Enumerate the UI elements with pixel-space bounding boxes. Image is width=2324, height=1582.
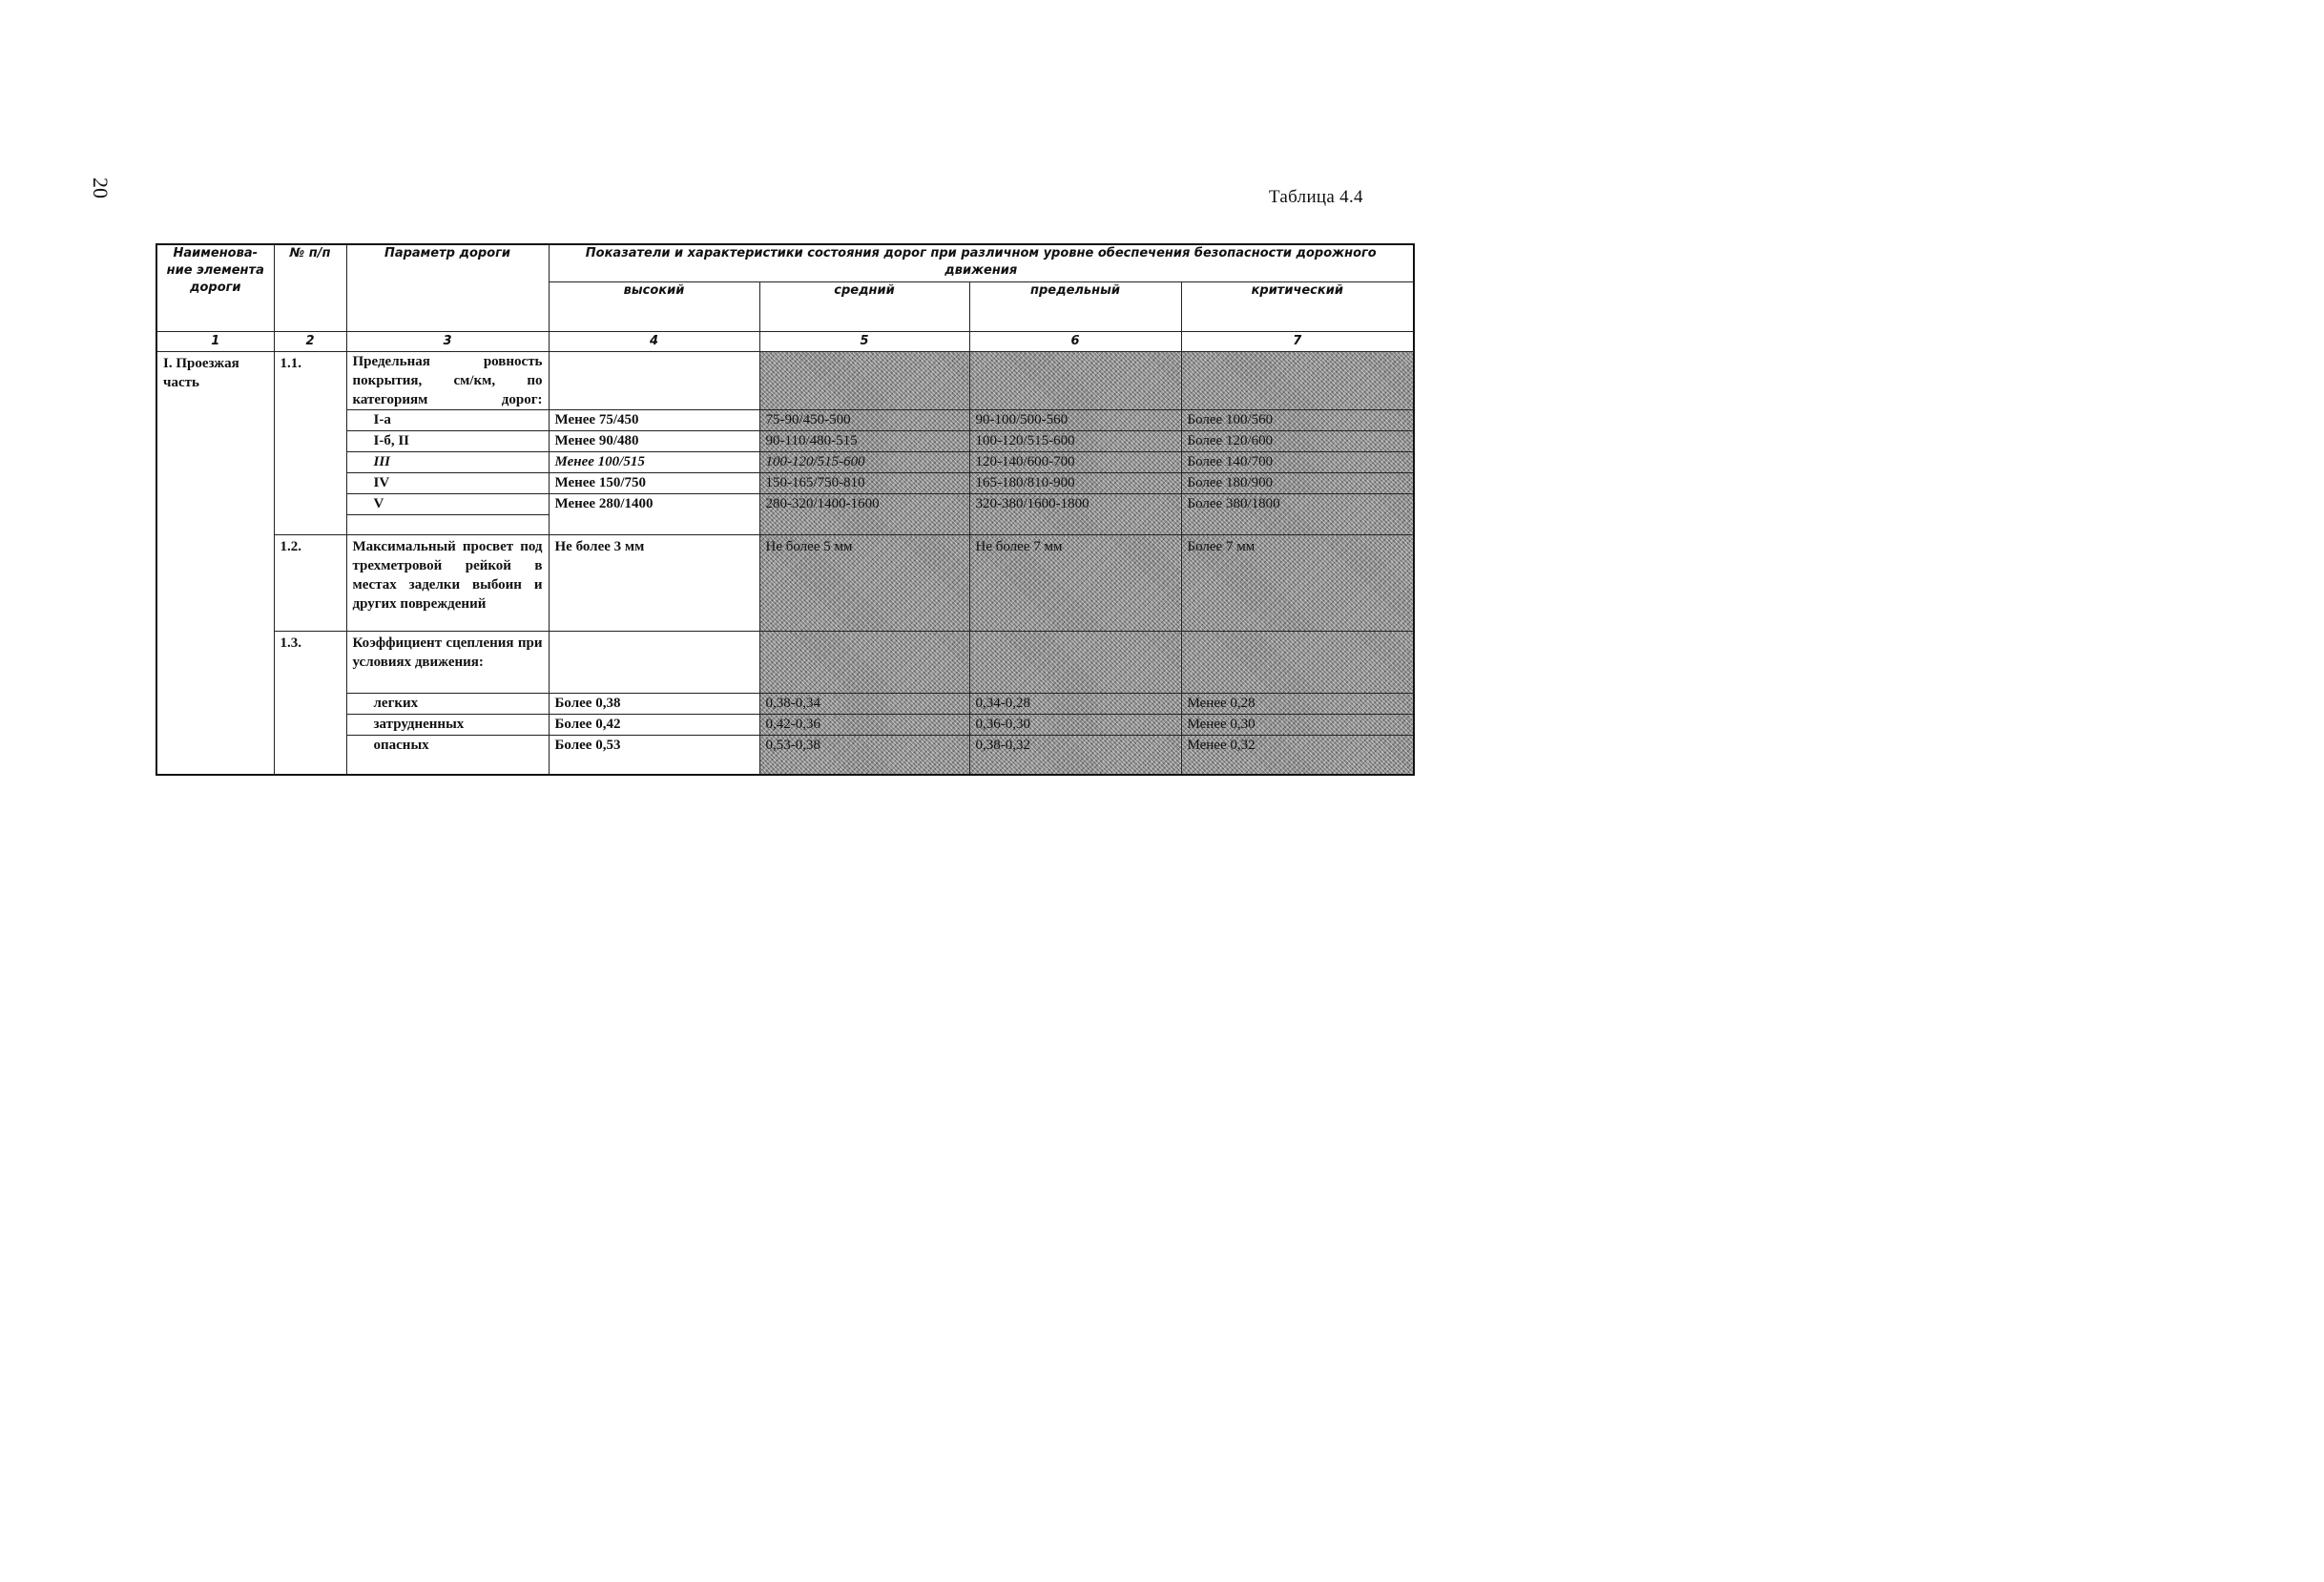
- value-high: Менее 75/450: [549, 410, 759, 431]
- table-row: [156, 632, 1414, 694]
- value-high: Менее 280/1400: [549, 494, 759, 535]
- road-category: I-а: [346, 410, 549, 431]
- value-cell: [549, 632, 759, 694]
- road-safety-table: [156, 243, 1415, 776]
- value-critical: Менее 0,30: [1181, 715, 1414, 736]
- column-number: 4: [549, 332, 759, 352]
- value-medium: 280-320/1400-1600: [759, 494, 969, 535]
- section-number: 1.1.: [274, 352, 346, 535]
- table-row: [156, 535, 1414, 632]
- value-critical: Более 180/900: [1181, 473, 1414, 494]
- section-number: 1.3.: [274, 632, 346, 776]
- value-medium: 0,42-0,36: [759, 715, 969, 736]
- value-cell: [549, 352, 759, 410]
- parameter-text: Максимальный просвет под трехметровой рейкой в местах заделки выбоин и других повреждений: [346, 535, 549, 632]
- road-category: IV: [346, 473, 549, 494]
- value-limit: 165-180/810-900: [969, 473, 1181, 494]
- value-high: Менее 150/750: [549, 473, 759, 494]
- value-critical: Менее 0,32: [1181, 736, 1414, 776]
- header-number: № п/п: [274, 244, 346, 332]
- value-limit: 320-380/1600-1800: [969, 494, 1181, 535]
- value-critical: Менее 0,28: [1181, 694, 1414, 715]
- value-high: Менее 100/515: [549, 452, 759, 473]
- traffic-condition: опасных: [346, 736, 549, 776]
- value-limit: 100-120/515-600: [969, 431, 1181, 452]
- value-medium: 75-90/450-500: [759, 410, 969, 431]
- value-high: Менее 90/480: [549, 431, 759, 452]
- value-high: Не более 3 мм: [549, 535, 759, 632]
- header-level-critical: критический: [1181, 282, 1414, 332]
- column-number: 7: [1181, 332, 1414, 352]
- column-number: 3: [346, 332, 549, 352]
- value-medium: Не более 5 мм: [759, 535, 969, 632]
- value-high: Более 0,38: [549, 694, 759, 715]
- value-medium: 90-110/480-515: [759, 431, 969, 452]
- column-number: 1: [156, 332, 274, 352]
- shaded-cell: [969, 352, 1181, 410]
- value-medium: 0,38-0,34: [759, 694, 969, 715]
- value-critical: Более 7 мм: [1181, 535, 1414, 632]
- shaded-cell: [759, 352, 969, 410]
- road-category: III: [346, 452, 549, 473]
- value-critical: Более 140/700: [1181, 452, 1414, 473]
- element-name: I. Проезжая часть: [156, 352, 274, 776]
- parameter-text: Коэффициент сцепления при условиях движения:: [346, 632, 549, 694]
- road-category: I-б, II: [346, 431, 549, 452]
- parameter-text: Предельная ровность покрытия, см/км, по категориям дорог:: [346, 352, 549, 410]
- header-group: Показатели и характеристики состояния дорог при различном уровне обеспечения безопасности дорожного движения: [549, 244, 1414, 282]
- value-limit: 0,36-0,30: [969, 715, 1181, 736]
- shaded-cell: [969, 632, 1181, 694]
- value-medium: 100-120/515-600: [759, 452, 969, 473]
- header-element-name: Наименова-ние элемента дороги: [156, 244, 274, 332]
- value-high: Более 0,42: [549, 715, 759, 736]
- traffic-condition: затрудненных: [346, 715, 549, 736]
- value-limit: 120-140/600-700: [969, 452, 1181, 473]
- empty-cell: [346, 515, 549, 535]
- column-number: 2: [274, 332, 346, 352]
- value-critical: Более 100/560: [1181, 410, 1414, 431]
- value-limit: 90-100/500-560: [969, 410, 1181, 431]
- road-category: V: [346, 494, 549, 515]
- value-limit: 0,38-0,32: [969, 736, 1181, 776]
- shaded-cell: [1181, 352, 1414, 410]
- value-high: Более 0,53: [549, 736, 759, 776]
- value-critical: Более 380/1800: [1181, 494, 1414, 535]
- header-level-medium: средний: [759, 282, 969, 332]
- value-critical: Более 120/600: [1181, 431, 1414, 452]
- page-number: 20: [89, 177, 113, 198]
- value-medium: 0,53-0,38: [759, 736, 969, 776]
- traffic-condition: легких: [346, 694, 549, 715]
- column-numbers-row: [156, 332, 1414, 352]
- column-number: 6: [969, 332, 1181, 352]
- section-number: 1.2.: [274, 535, 346, 632]
- header-level-limit: предельный: [969, 282, 1181, 332]
- header-level-high: высокий: [549, 282, 759, 332]
- value-medium: 150-165/750-810: [759, 473, 969, 494]
- header-parameter: Параметр дороги: [346, 244, 549, 332]
- table-caption: Таблица 4.4: [1269, 187, 1363, 207]
- value-limit: 0,34-0,28: [969, 694, 1181, 715]
- value-limit: Не более 7 мм: [969, 535, 1181, 632]
- column-number: 5: [759, 332, 969, 352]
- shaded-cell: [759, 632, 969, 694]
- shaded-cell: [1181, 632, 1414, 694]
